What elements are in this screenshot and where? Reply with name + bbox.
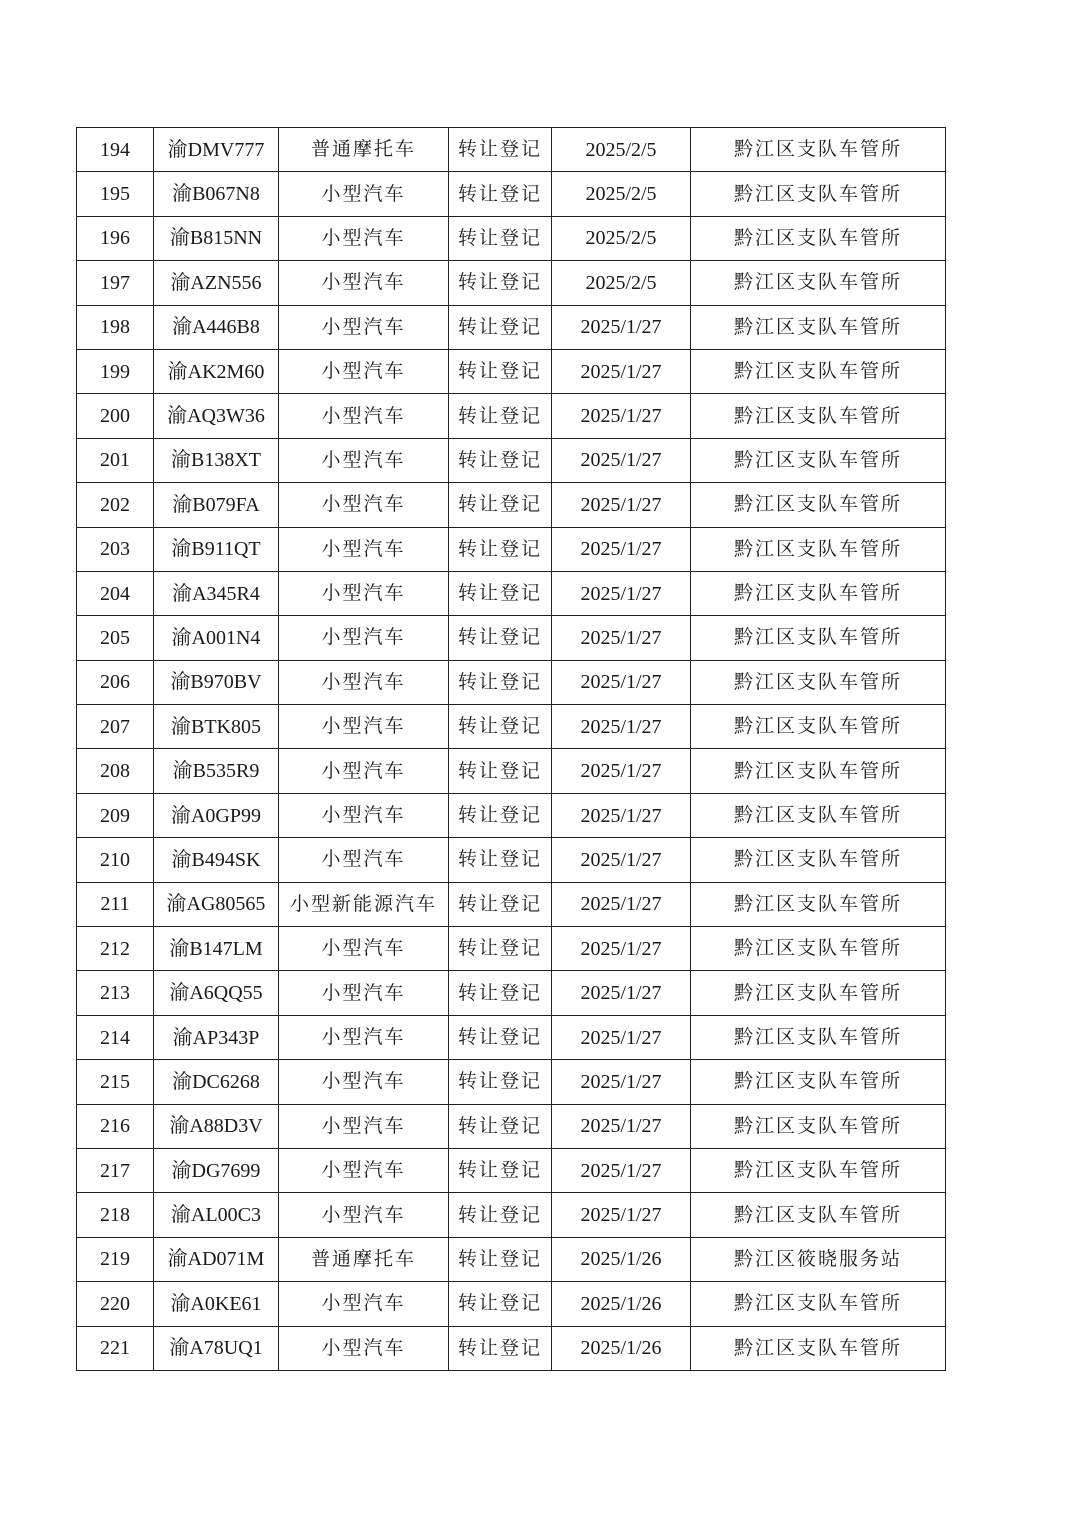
cell-vehicle-type: 小型汽车 [279, 1282, 449, 1326]
cell-office: 黔江区支队车管所 [691, 1326, 946, 1370]
cell-vehicle-type: 普通摩托车 [279, 128, 449, 172]
table-row [77, 1193, 946, 1237]
table-row [77, 971, 946, 1015]
cell-plate-number: 渝AK2M60 [154, 349, 279, 393]
cell-office: 黔江区支队车管所 [691, 261, 946, 305]
cell-business-type: 转让登记 [449, 1015, 552, 1059]
cell-office: 黔江区支队车管所 [691, 1148, 946, 1192]
cell-date: 2025/1/27 [552, 616, 691, 660]
cell-vehicle-type: 小型汽车 [279, 1326, 449, 1370]
cell-row-number: 202 [77, 483, 154, 527]
cell-row-number: 211 [77, 882, 154, 926]
cell-business-type: 转让登记 [449, 882, 552, 926]
cell-date: 2025/1/27 [552, 1104, 691, 1148]
cell-date: 2025/1/26 [552, 1282, 691, 1326]
cell-row-number: 212 [77, 927, 154, 971]
table-row [77, 927, 946, 971]
table-row [77, 483, 946, 527]
cell-date: 2025/1/27 [552, 1148, 691, 1192]
cell-business-type: 转让登记 [449, 838, 552, 882]
cell-plate-number: 渝A345R4 [154, 571, 279, 615]
cell-row-number: 206 [77, 660, 154, 704]
cell-row-number: 221 [77, 1326, 154, 1370]
cell-date: 2025/1/26 [552, 1326, 691, 1370]
cell-date: 2025/1/27 [552, 705, 691, 749]
cell-business-type: 转让登记 [449, 793, 552, 837]
cell-business-type: 转让登记 [449, 571, 552, 615]
cell-business-type: 转让登记 [449, 216, 552, 260]
cell-row-number: 197 [77, 261, 154, 305]
cell-business-type: 转让登记 [449, 128, 552, 172]
cell-office: 黔江区支队车管所 [691, 660, 946, 704]
cell-plate-number: 渝AQ3W36 [154, 394, 279, 438]
cell-office: 黔江区支队车管所 [691, 927, 946, 971]
cell-vehicle-type: 小型汽车 [279, 438, 449, 482]
cell-office: 黔江区支队车管所 [691, 349, 946, 393]
cell-row-number: 219 [77, 1237, 154, 1281]
cell-vehicle-type: 小型汽车 [279, 394, 449, 438]
cell-business-type: 转让登记 [449, 261, 552, 305]
table-row [77, 527, 946, 571]
table-row [77, 128, 946, 172]
cell-plate-number: 渝B494SK [154, 838, 279, 882]
cell-office: 黔江区筱晓服务站 [691, 1237, 946, 1281]
cell-row-number: 198 [77, 305, 154, 349]
table-row [77, 1060, 946, 1104]
cell-office: 黔江区支队车管所 [691, 838, 946, 882]
cell-office: 黔江区支队车管所 [691, 882, 946, 926]
cell-row-number: 215 [77, 1060, 154, 1104]
cell-business-type: 转让登记 [449, 1148, 552, 1192]
table-row [77, 172, 946, 216]
cell-row-number: 208 [77, 749, 154, 793]
cell-plate-number: 渝AD071M [154, 1237, 279, 1281]
cell-row-number: 220 [77, 1282, 154, 1326]
cell-vehicle-type: 小型汽车 [279, 571, 449, 615]
cell-vehicle-type: 小型汽车 [279, 1060, 449, 1104]
cell-date: 2025/1/27 [552, 438, 691, 482]
cell-date: 2025/1/27 [552, 1193, 691, 1237]
cell-office: 黔江区支队车管所 [691, 128, 946, 172]
cell-office: 黔江区支队车管所 [691, 571, 946, 615]
cell-office: 黔江区支队车管所 [691, 305, 946, 349]
cell-plate-number: 渝BTK805 [154, 705, 279, 749]
cell-vehicle-type: 小型汽车 [279, 793, 449, 837]
cell-plate-number: 渝DMV777 [154, 128, 279, 172]
table-row [77, 438, 946, 482]
table-body [77, 128, 946, 1371]
cell-date: 2025/2/5 [552, 172, 691, 216]
cell-date: 2025/1/27 [552, 660, 691, 704]
cell-plate-number: 渝B138XT [154, 438, 279, 482]
cell-plate-number: 渝B535R9 [154, 749, 279, 793]
cell-plate-number: 渝A446B8 [154, 305, 279, 349]
cell-date: 2025/1/27 [552, 882, 691, 926]
cell-row-number: 195 [77, 172, 154, 216]
cell-business-type: 转让登记 [449, 438, 552, 482]
cell-row-number: 204 [77, 571, 154, 615]
cell-row-number: 209 [77, 793, 154, 837]
table-row [77, 1326, 946, 1370]
cell-date: 2025/1/27 [552, 1060, 691, 1104]
table-row [77, 616, 946, 660]
cell-row-number: 205 [77, 616, 154, 660]
table-row [77, 1015, 946, 1059]
table-row [77, 882, 946, 926]
cell-date: 2025/1/27 [552, 1015, 691, 1059]
table-row [77, 793, 946, 837]
cell-office: 黔江区支队车管所 [691, 705, 946, 749]
cell-row-number: 201 [77, 438, 154, 482]
cell-vehicle-type: 小型汽车 [279, 216, 449, 260]
cell-business-type: 转让登记 [449, 927, 552, 971]
cell-row-number: 203 [77, 527, 154, 571]
cell-business-type: 转让登记 [449, 394, 552, 438]
cell-vehicle-type: 小型汽车 [279, 1148, 449, 1192]
cell-vehicle-type: 小型汽车 [279, 483, 449, 527]
cell-date: 2025/1/27 [552, 971, 691, 1015]
table-row [77, 394, 946, 438]
cell-date: 2025/2/5 [552, 216, 691, 260]
table-row [77, 1104, 946, 1148]
cell-date: 2025/1/27 [552, 349, 691, 393]
cell-row-number: 196 [77, 216, 154, 260]
table-row [77, 705, 946, 749]
cell-office: 黔江区支队车管所 [691, 527, 946, 571]
cell-date: 2025/1/27 [552, 838, 691, 882]
cell-business-type: 转让登记 [449, 1060, 552, 1104]
table-row [77, 1148, 946, 1192]
cell-vehicle-type: 小型汽车 [279, 971, 449, 1015]
cell-plate-number: 渝B147LM [154, 927, 279, 971]
table-row [77, 660, 946, 704]
cell-vehicle-type: 小型汽车 [279, 1193, 449, 1237]
table-row [77, 1237, 946, 1281]
cell-plate-number: 渝A6QQ55 [154, 971, 279, 1015]
cell-plate-number: 渝A0KE61 [154, 1282, 279, 1326]
cell-office: 黔江区支队车管所 [691, 749, 946, 793]
cell-plate-number: 渝A88D3V [154, 1104, 279, 1148]
cell-date: 2025/1/27 [552, 793, 691, 837]
cell-vehicle-type: 小型汽车 [279, 349, 449, 393]
cell-office: 黔江区支队车管所 [691, 216, 946, 260]
cell-date: 2025/1/27 [552, 305, 691, 349]
cell-plate-number: 渝B815NN [154, 216, 279, 260]
cell-plate-number: 渝DG7699 [154, 1148, 279, 1192]
cell-plate-number: 渝AL00C3 [154, 1193, 279, 1237]
cell-business-type: 转让登记 [449, 1104, 552, 1148]
cell-row-number: 199 [77, 349, 154, 393]
cell-vehicle-type: 小型汽车 [279, 616, 449, 660]
cell-office: 黔江区支队车管所 [691, 971, 946, 1015]
cell-business-type: 转让登记 [449, 527, 552, 571]
cell-row-number: 200 [77, 394, 154, 438]
cell-office: 黔江区支队车管所 [691, 616, 946, 660]
cell-vehicle-type: 小型汽车 [279, 527, 449, 571]
cell-vehicle-type: 小型汽车 [279, 172, 449, 216]
cell-row-number: 194 [77, 128, 154, 172]
cell-plate-number: 渝B067N8 [154, 172, 279, 216]
cell-office: 黔江区支队车管所 [691, 793, 946, 837]
cell-office: 黔江区支队车管所 [691, 1193, 946, 1237]
cell-business-type: 转让登记 [449, 305, 552, 349]
cell-plate-number: 渝AP343P [154, 1015, 279, 1059]
cell-office: 黔江区支队车管所 [691, 394, 946, 438]
cell-row-number: 207 [77, 705, 154, 749]
cell-office: 黔江区支队车管所 [691, 1282, 946, 1326]
cell-business-type: 转让登记 [449, 1193, 552, 1237]
cell-vehicle-type: 小型汽车 [279, 705, 449, 749]
cell-business-type: 转让登记 [449, 660, 552, 704]
cell-vehicle-type: 小型新能源汽车 [279, 882, 449, 926]
cell-vehicle-type: 小型汽车 [279, 305, 449, 349]
cell-row-number: 214 [77, 1015, 154, 1059]
cell-plate-number: 渝A001N4 [154, 616, 279, 660]
cell-date: 2025/2/5 [552, 261, 691, 305]
cell-plate-number: 渝B970BV [154, 660, 279, 704]
cell-row-number: 213 [77, 971, 154, 1015]
cell-row-number: 217 [77, 1148, 154, 1192]
cell-plate-number: 渝DC6268 [154, 1060, 279, 1104]
cell-office: 黔江区支队车管所 [691, 1104, 946, 1148]
table-row [77, 749, 946, 793]
cell-date: 2025/1/27 [552, 527, 691, 571]
cell-date: 2025/1/26 [552, 1237, 691, 1281]
cell-vehicle-type: 小型汽车 [279, 749, 449, 793]
cell-business-type: 转让登记 [449, 1237, 552, 1281]
cell-plate-number: 渝B911QT [154, 527, 279, 571]
cell-plate-number: 渝AG80565 [154, 882, 279, 926]
cell-office: 黔江区支队车管所 [691, 1060, 946, 1104]
cell-date: 2025/1/27 [552, 394, 691, 438]
cell-office: 黔江区支队车管所 [691, 483, 946, 527]
table-row [77, 571, 946, 615]
cell-row-number: 218 [77, 1193, 154, 1237]
cell-office: 黔江区支队车管所 [691, 1015, 946, 1059]
cell-date: 2025/1/27 [552, 483, 691, 527]
cell-plate-number: 渝A78UQ1 [154, 1326, 279, 1370]
cell-vehicle-type: 小型汽车 [279, 660, 449, 704]
cell-business-type: 转让登记 [449, 172, 552, 216]
cell-business-type: 转让登记 [449, 1326, 552, 1370]
table-row [77, 216, 946, 260]
cell-date: 2025/2/5 [552, 128, 691, 172]
cell-vehicle-type: 小型汽车 [279, 1104, 449, 1148]
cell-plate-number: 渝B079FA [154, 483, 279, 527]
cell-row-number: 210 [77, 838, 154, 882]
cell-vehicle-type: 小型汽车 [279, 927, 449, 971]
cell-business-type: 转让登记 [449, 616, 552, 660]
table-row [77, 1282, 946, 1326]
cell-business-type: 转让登记 [449, 971, 552, 1015]
cell-row-number: 216 [77, 1104, 154, 1148]
table-row [77, 305, 946, 349]
cell-business-type: 转让登记 [449, 483, 552, 527]
cell-vehicle-type: 小型汽车 [279, 1015, 449, 1059]
cell-date: 2025/1/27 [552, 749, 691, 793]
cell-business-type: 转让登记 [449, 1282, 552, 1326]
cell-business-type: 转让登记 [449, 349, 552, 393]
cell-vehicle-type: 小型汽车 [279, 838, 449, 882]
table-row [77, 838, 946, 882]
cell-business-type: 转让登记 [449, 705, 552, 749]
table-row [77, 349, 946, 393]
cell-vehicle-type: 普通摩托车 [279, 1237, 449, 1281]
cell-plate-number: 渝A0GP99 [154, 793, 279, 837]
cell-vehicle-type: 小型汽车 [279, 261, 449, 305]
cell-date: 2025/1/27 [552, 927, 691, 971]
vehicle-transfer-table [76, 127, 946, 1371]
cell-plate-number: 渝AZN556 [154, 261, 279, 305]
table-row [77, 261, 946, 305]
cell-office: 黔江区支队车管所 [691, 438, 946, 482]
cell-office: 黔江区支队车管所 [691, 172, 946, 216]
cell-business-type: 转让登记 [449, 749, 552, 793]
cell-date: 2025/1/27 [552, 571, 691, 615]
